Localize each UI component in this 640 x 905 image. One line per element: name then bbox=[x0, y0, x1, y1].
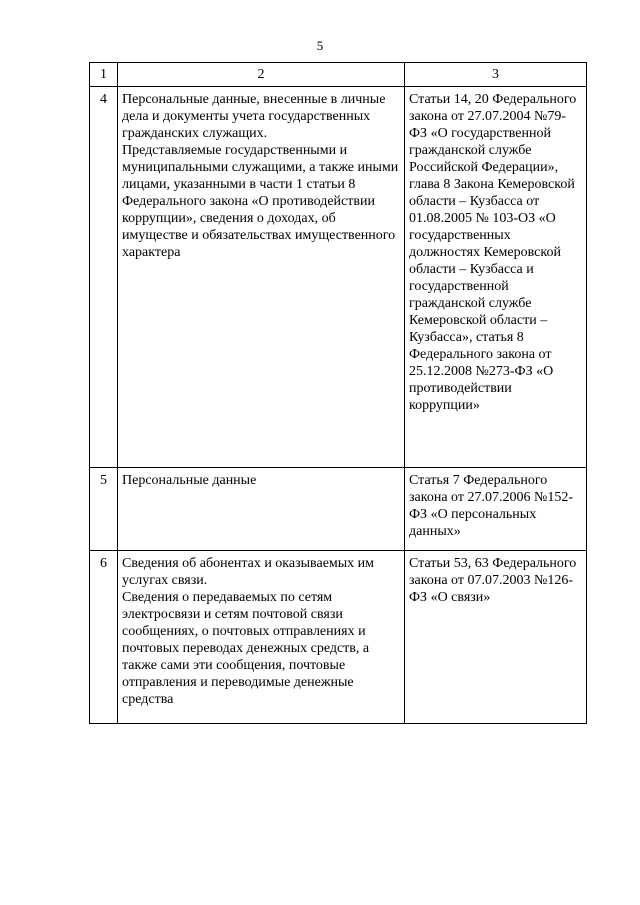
table-row bbox=[90, 87, 587, 468]
data-category: Сведения об абонентах и оказываемых им услугах связи. Сведения о передаваемых по сетям электросвязи и сетям почтовой связи сообщениях, о почтовых отправлениях и почтовых переводах денежных средств, а также сами эти сообщения, почтовые отправления и переводимые денежные средства bbox=[118, 551, 405, 724]
row-number: 4 bbox=[90, 87, 118, 468]
table-row bbox=[90, 551, 587, 724]
document-table bbox=[89, 62, 587, 724]
row-number: 5 bbox=[90, 468, 118, 551]
legal-basis: Статья 7 Федерального закона от 27.07.2006 №152-ФЗ «О персональных данных» bbox=[405, 468, 587, 551]
table-row bbox=[90, 468, 587, 551]
header-cell-3: 3 bbox=[405, 63, 587, 87]
legal-basis: Статьи 14, 20 Федерального закона от 27.07.2004 №79-ФЗ «О государственной гражданской службе Российской Федерации», глава 8 Закона Кемеровской области – Кузбасса от 01.08.2005 № 103-ОЗ «О государственных должностях Кемеровской области – Кузбасса и государственной гражданской службе Кемеровской области – Кузбасса», статья 8 Федерального закона от 25.12.2008 №273-ФЗ «О противодействии коррупции» bbox=[405, 87, 587, 468]
legal-basis: Статьи 53, 63 Федерального закона от 07.07.2003 №126-ФЗ «О связи» bbox=[405, 551, 587, 724]
page-number: 5 bbox=[316, 38, 324, 53]
row-number: 6 bbox=[90, 551, 118, 724]
table-header-row bbox=[90, 63, 587, 87]
header-cell-1: 1 bbox=[90, 63, 118, 87]
header-cell-2: 2 bbox=[118, 63, 405, 87]
data-category: Персональные данные bbox=[118, 468, 405, 551]
data-category: Персональные данные, внесенные в личные дела и документы учета государственных гражданских служащих. Представляемые государственными и муниципальными служащими, а также иными лицами, указанными в части 1 статьи 8 Федерального закона «О противодействии коррупции», сведения о доходах, об имуществе и обязательствах имущественного характера bbox=[118, 87, 405, 468]
